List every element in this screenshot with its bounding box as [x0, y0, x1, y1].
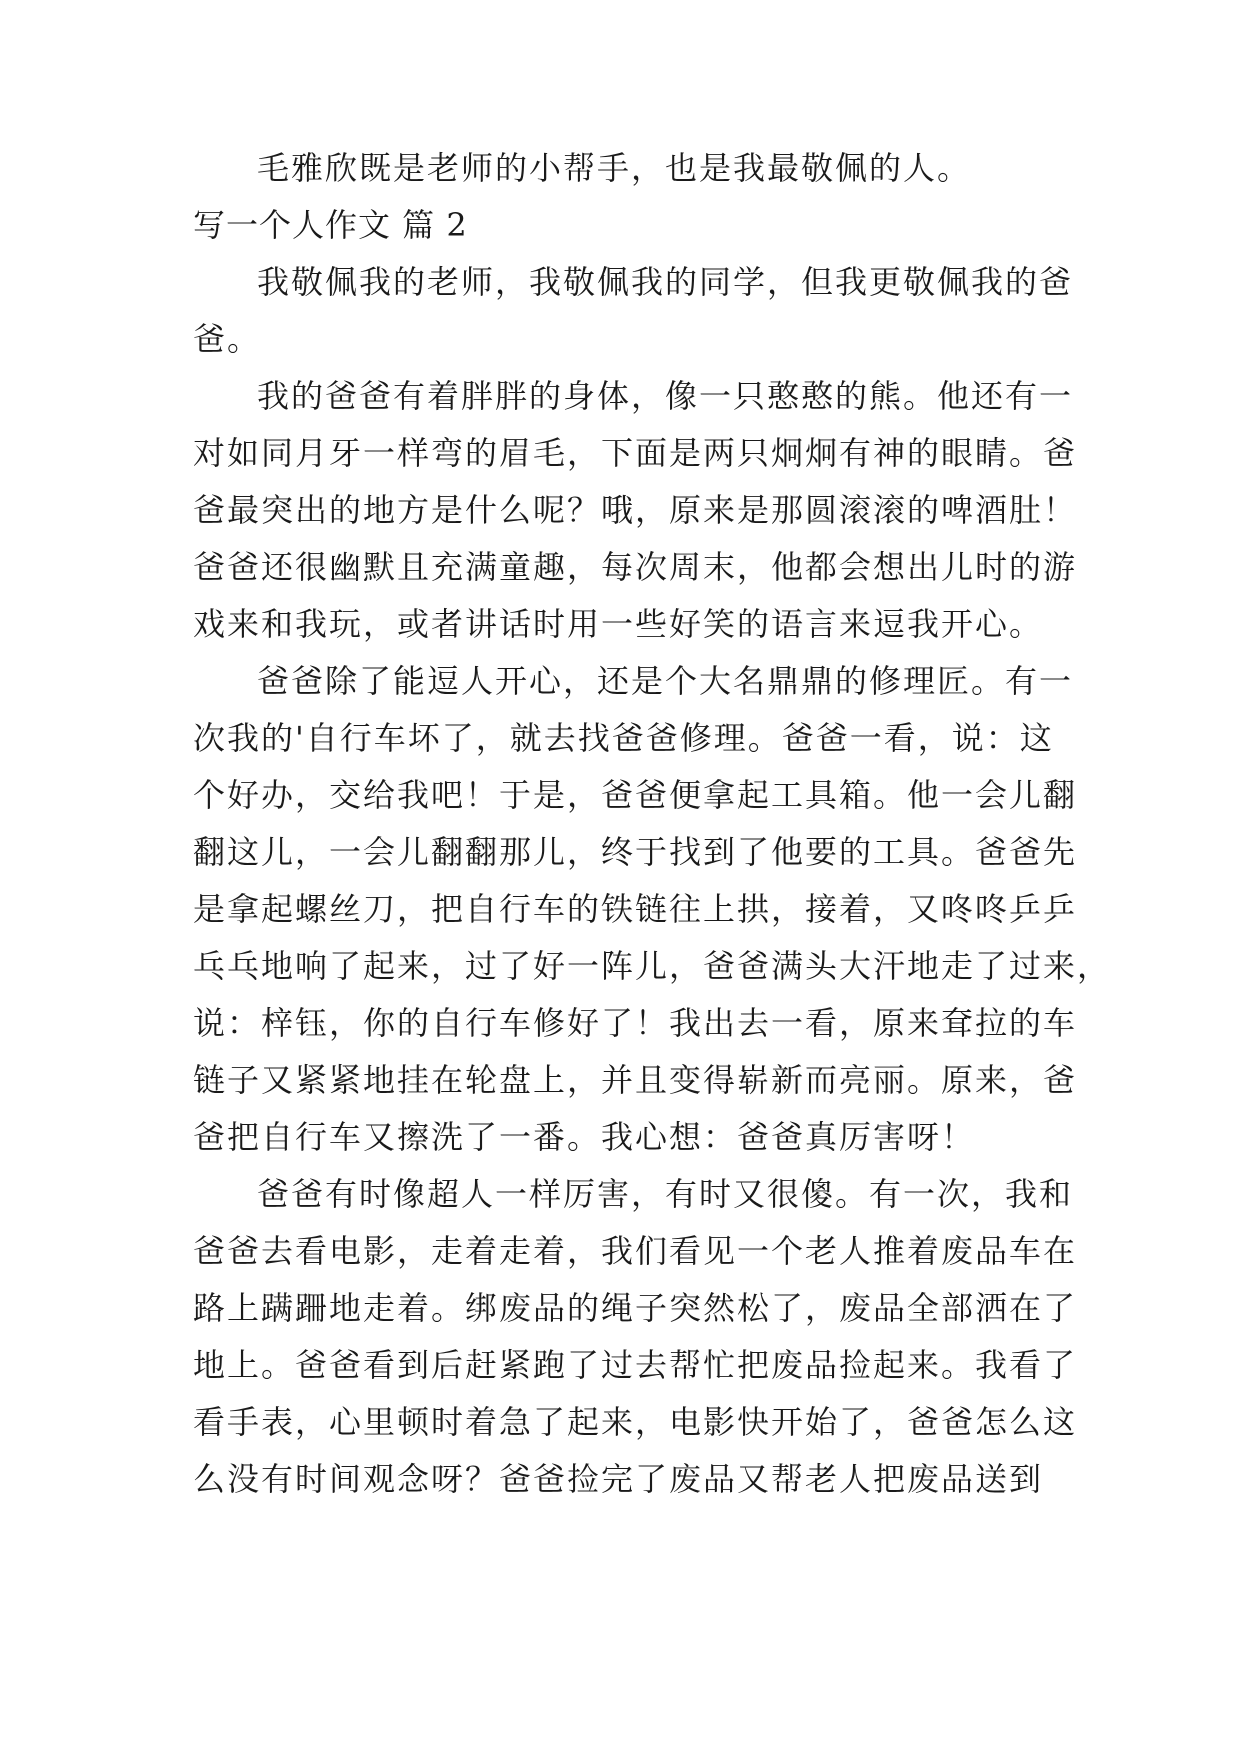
- paragraph-line: 个好办，交给我吧！于是，爸爸便拿起工具箱。他一会儿翻: [193, 776, 1078, 814]
- paragraph-line: 是拿起螺丝刀，把自行车的铁链往上拱，接着，又咚咚乒乒: [193, 890, 1078, 928]
- paragraph-line: 毛雅欣既是老师的小帮手，也是我最敬佩的人。: [257, 149, 972, 187]
- paragraph-line: 看手表，心里顿时着急了起来，电影快开始了，爸爸怎么这: [193, 1403, 1078, 1441]
- paragraph-line: 戏来和我玩，或者讲话时用一些好笑的语言来逗我开心。: [193, 605, 1044, 643]
- paragraph-line: 翻这儿，一会儿翻翻那儿，终于找到了他要的工具。爸爸先: [193, 833, 1078, 871]
- paragraph-line: 链子又紧紧地挂在轮盘上，并且变得崭新而亮丽。原来，爸: [193, 1061, 1078, 1099]
- paragraph-line: 爸爸去看电影，走着走着，我们看见一个老人推着废品车在: [193, 1232, 1078, 1270]
- paragraph-line: 地上。爸爸看到后赶紧跑了过去帮忙把废品捡起来。我看了: [193, 1346, 1078, 1384]
- paragraph-line: 爸爸除了能逗人开心，还是个大名鼎鼎的修理匠。有一: [257, 662, 1074, 700]
- paragraph-line: 我敬佩我的老师，我敬佩我的同学，但我更敬佩我的爸: [257, 263, 1074, 301]
- paragraph-line: 么没有时间观念呀？爸爸捡完了废品又帮老人把废品送到: [193, 1460, 1044, 1498]
- paragraph-line: 说：梓钰，你的自行车修好了！我出去一看，原来耷拉的车: [193, 1004, 1078, 1042]
- paragraph-line: 爸爸还很幽默且充满童趣，每次周末，他都会想出儿时的游: [193, 548, 1078, 586]
- paragraph-line: 对如同月牙一样弯的眉毛，下面是两只炯炯有神的眼睛。爸: [193, 434, 1078, 472]
- paragraph-line: 乓乓地响了起来，过了好一阵儿，爸爸满头大汗地走了过来，: [193, 947, 1112, 985]
- paragraph-line: 次我的'自行车坏了，就去找爸爸修理。爸爸一看，说：这: [193, 719, 1054, 757]
- paragraph-line: 爸最突出的地方是什么呢？哦，原来是那圆滚滚的啤酒肚！: [193, 491, 1078, 529]
- paragraph-line: 路上蹒跚地走着。绑废品的绳子突然松了，废品全部洒在了: [193, 1289, 1078, 1327]
- paragraph-line: 爸把自行车又擦洗了一番。我心想：爸爸真厉害呀！: [193, 1118, 976, 1156]
- paragraph-line: 爸。: [193, 320, 262, 358]
- paragraph-line: 我的爸爸有着胖胖的身体，像一只憨憨的熊。他还有一: [257, 377, 1074, 415]
- paragraph-line: 爸爸有时像超人一样厉害，有时又很傻。有一次，我和: [257, 1175, 1074, 1213]
- section-heading: 写一个人作文 篇 2: [193, 206, 468, 244]
